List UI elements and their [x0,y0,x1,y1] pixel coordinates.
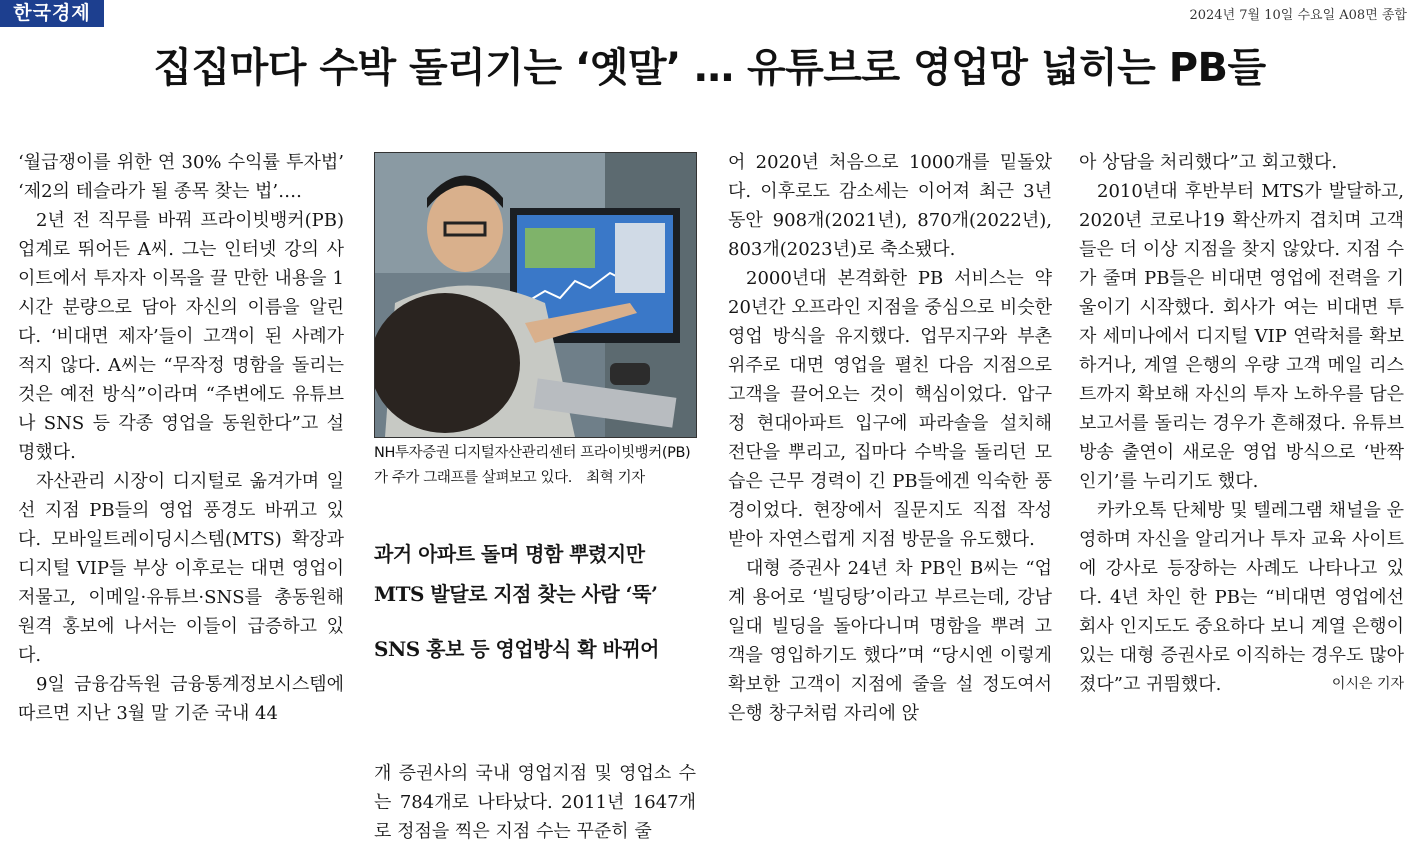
paragraph: 개 증권사의 국내 영업지점 및 영업소 수는 784개로 나타났다. 2011년 1647개로 정점을 찍은 지점 수는 꾸준히 줄 [374,763,696,842]
paragraph-text: 카카오톡 단체방 및 텔레그램 채널을 운영하며 자신을 알리거나 투자 교육 사이트에 강사로 등장하는 사례도 나타나고 있다. 4년 차인 한 PB는 “비대면 영업에선 회사 인지도도 중요하다 보니 계열 은행이 있는 대형 증권사로 이직하는 경우도 많아졌다”고 귀띔했다. [1079,500,1404,695]
caption-text: NH투자증권 디지털자산관리센터 프라이빗뱅커(PB)가 주가 그래프를 살펴보고 있다. [374,445,691,486]
paragraph: 2010년대 후반부터 MTS가 발달하고, 2020년 코로나19 확산까지 겹치며 고객들은 더 이상 지점을 찾지 않았다. 지점 수가 줄며 PB들은 비대면 영업에 전력을 기울이기 시작했다. 회사가 여는 비대면 투자 세미나에서 디지털 VIP 연락처를 확보하거나, 계열 은행의 우량 고객 메일 리스트까지 확보해 자신의 투자 노하우를 담은 보고서를 돌리는 경우가 흔해졌다. 유튜브 방송 출연이 새로운 영업 방식으로 ‘반짝인기’를 누리기도 했다. [1079,181,1404,492]
paragraph: 대형 증권사 24년 차 PB인 B씨는 “업계 용어로 ‘빌딩탕’이라고 부르는데, 강남 일대 빌딩을 돌아다니며 명함을 뿌려 고객을 영입하기도 했다”며 “당시엔 이렇게 확보한 고객이 지점에 줄을 설 정도여서 은행 창구처럼 자리에 앉 [728,558,1052,724]
paragraph: 2년 전 직무를 바꿔 프라이빗뱅커(PB)업계로 뛰어든 A씨. 그는 인터넷 강의 사이트에서 투자자 이목을 끌 만한 내용을 1시간 분량으로 담아 자신의 이름을 알린다. ‘비대면 제자’들이 고객이 된 사례가 적지 않다. A씨는 “무작정 명함을 돌리는 것은 예전 방식”이라며 “주변에도 유튜브나 SNS 등 각종 영업을 동원한다”고 설명했다. [18,210,344,463]
photo-illustration [375,153,696,437]
dateline: 2024년 7월 10일 수요일 A08면 종합 [1189,8,1407,23]
photo-caption [374,441,696,491]
article-column-3 [728,148,1052,728]
paragraph: 어 2020년 처음으로 1000개를 밑돌았다. 이후로도 감소세는 이어져 최근 3년 동안 908개(2021년), 870개(2022년), 803개(2023년)로 축소됐다. [728,152,1052,260]
paragraph: ‘월급쟁이를 위한 연 30% 수익률 투자법’ ‘제2의 테슬라가 될 종목 찾는 법’…. [18,152,344,202]
article-column-2 [374,759,696,846]
photo-credit: 최혁 기자 [586,470,645,486]
article-column-4 [1079,148,1404,699]
paragraph [1079,496,1404,699]
byline: 이시은 기자 [1331,676,1404,692]
paragraph: 자산관리 시장이 디지털로 옮겨가며 일선 지점 PB들의 영업 풍경도 바뀌고 있다. 모바일트레이딩시스템(MTS) 확장과 디지털 VIP들 부상 이후로는 대면 영업이 저물고, 이메일·유튜브·SNS를 총동원해 원격 홍보에 나서는 이들이 급증하고 있다. [18,471,344,666]
paragraph: 9일 금융감독원 금융통계정보시스템에 따르면 지난 3월 말 기준 국내 44 [18,674,344,724]
masthead-logo: 한국경제 [0,0,104,27]
paragraph: 아 상담을 처리했다”고 회고했다. [1079,152,1338,173]
headline: 집집마다 수박 돌리기는 ‘옛말’ … 유튜브로 영업망 넓히는 PB들 [153,45,1266,91]
article-column-1 [18,148,344,728]
subhead-1: 과거 아파트 돌며 명함 뿌렸지만 [374,542,645,566]
subhead-2: MTS 발달로 지점 찾는 사람 ‘뚝’ [374,582,658,606]
subhead-3: SNS 홍보 등 영업방식 확 바뀌어 [374,637,660,661]
paragraph: 2000년대 본격화한 PB 서비스는 약 20년간 오프라인 지점을 중심으로 비슷한 영업 방식을 유지했다. 업무지구와 부촌 위주로 대면 영업을 펼친 다음 지점으로 고객을 끌어오는 것이 핵심이었다. 압구정 현대아파트 입구에 파라솔을 설치해 전단을 뿌리고, 집마다 수박을 돌리던 모습은 근무 경력이 긴 PB들에겐 익숙한 풍경이었다. 현장에서 질문지도 직접 작성받아 자연스럽게 지점 방문을 유도했다. [728,268,1052,550]
news-photo [374,152,697,438]
